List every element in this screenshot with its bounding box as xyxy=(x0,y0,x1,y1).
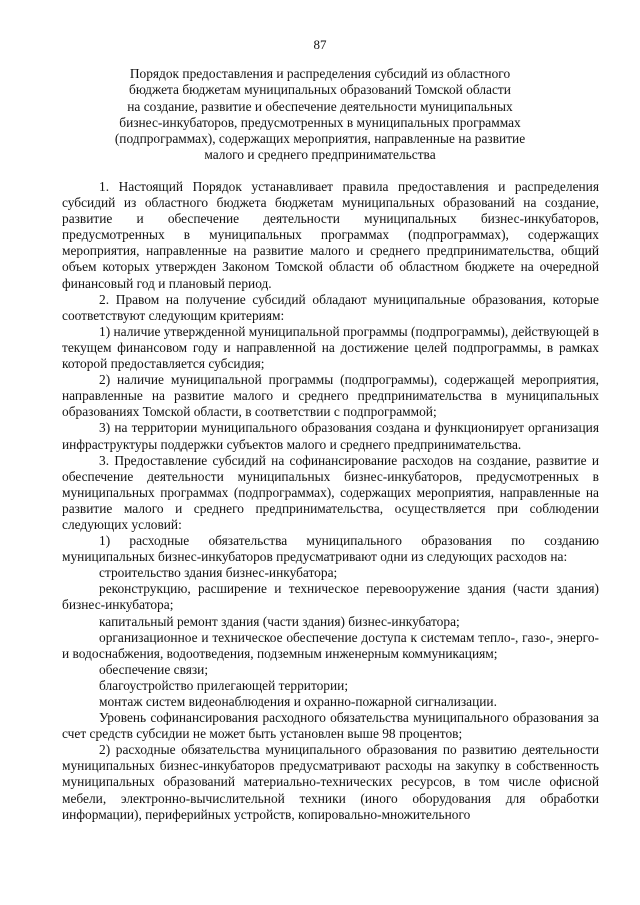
paragraph: 1) наличие утвержденной муниципальной программы (подпрограммы), действующей в текущем финансовом году и направленной на достижение целей подпрограммы, в рамках которой предоставляется субсидия; xyxy=(62,323,599,372)
title-line: на создание, развитие и обеспечение деятельности муниципальных xyxy=(127,98,513,114)
paragraph: 3) на территории муниципального образования создана и функционирует организация инфраструктуры поддержки субъектов малого и среднего предпринимательства. xyxy=(62,420,599,452)
paragraph: 3. Предоставление субсидий на софинансирование расходов на создание, развитие и обеспечение деятельности муниципальных бизнес-инкубаторов, предусмотренных в муниципальных программах (подпрограммах), содержащих мероприятия, направленные на развитие малого и среднего предпринимательства, осуществляется при соблюдении следующих условий: xyxy=(62,452,599,532)
paragraph: реконструкцию, расширение и техническое перевооружение здания (части здания) бизнес-инкубатора; xyxy=(62,581,599,613)
title-line: Порядок предоставления и распределения субсидий из областного xyxy=(129,66,511,81)
document-title xyxy=(100,66,540,164)
paragraph: 1. Настоящий Порядок устанавливает правила предоставления и распределения субсидий из областного бюджета бюджетам муниципальных образований на создание, развитие и обеспечение деятельности муниципальных бизнес-инкубаторов, предусмотренных в муниципальных программах (подпрограммах), содержащих мероприятия, направленные на развитие малого и среднего предпринимательства, общий объем которых утвержден Законом Томской области об областном бюджете на очередной финансовый год и плановый период. xyxy=(62,179,599,291)
title-line: бюджета бюджетам муниципальных образований Томской области xyxy=(129,82,511,98)
page-number: 87 xyxy=(313,37,327,52)
title-line: малого и среднего предпринимательства xyxy=(204,147,436,163)
paragraph: 2) расходные обязательства муниципального образования по развитию деятельности муниципальных бизнес-инкубаторов предусматривают расходы на закупку в собственность муниципальных образований материально-технических ресурсов, в том числе офисной мебели, электронно-вычислительной техники (иного оборудования для обработки информации), периферийных устройств, копировально-множительного xyxy=(62,742,599,822)
paragraph: 2. Правом на получение субсидий обладают муниципальные образования, которые соответствуют следующим критериям: xyxy=(62,291,599,323)
paragraph: Уровень софинансирования расходного обязательства муниципального образования за счет средств субсидии не может быть установлен выше 98 процентов; xyxy=(62,710,599,742)
paragraph: благоустройство прилегающей территории; xyxy=(99,677,349,693)
title-line: (подпрограммах), содержащих мероприятия, направленные на развитие xyxy=(114,131,526,147)
paragraph: организационное и техническое обеспечение доступа к системам тепло-, газо-, энерго- и водоснабжения, водоотведения, подземным инженерным коммуникациям; xyxy=(62,629,599,661)
paragraph: 1) расходные обязательства муниципального образования по созданию муниципальных бизнес-инкубаторов предусматривают одни из следующих расходов на: xyxy=(62,533,599,565)
title-line: бизнес-инкубаторов, предусмотренных в муниципальных программах xyxy=(119,114,521,130)
paragraph: капитальный ремонт здания (части здания) бизнес-инкубатора; xyxy=(99,613,460,629)
paragraph: обеспечение связи; xyxy=(99,661,209,677)
paragraph: 2) наличие муниципальной программы (подпрограммы), содержащей мероприятия, направленные на развитие малого и среднего предпринимательства в муниципальных образованиях Томской области, в соответствии с подпрограммой; xyxy=(62,372,599,420)
paragraph: строительство здания бизнес-инкубатора; xyxy=(99,565,338,581)
document-body xyxy=(62,179,599,823)
paragraph: монтаж систем видеонаблюдения и охранно-пожарной сигнализации. xyxy=(99,694,497,709)
